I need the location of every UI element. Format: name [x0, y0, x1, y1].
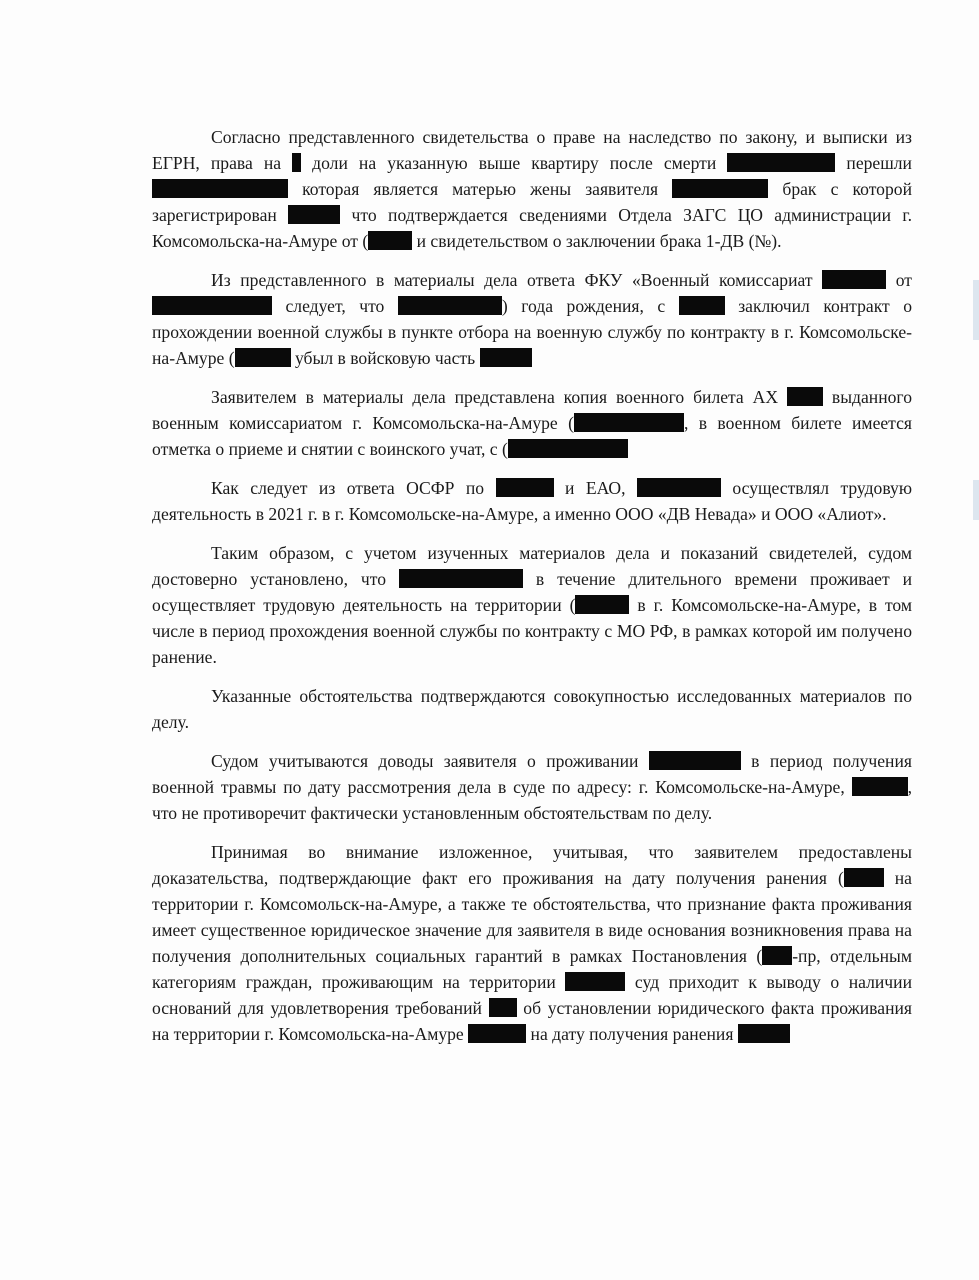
text-segment: Из представленного в материалы дела ответа ФКУ «Военный комиссариат: [211, 270, 823, 290]
paragraph-military-id: [152, 384, 912, 462]
paragraph-osfr: [152, 475, 912, 527]
text-segment: доли на указанную выше квартиру после смерти: [301, 153, 728, 173]
redaction-block: [852, 777, 908, 796]
redaction-block: [398, 296, 502, 315]
text-segment: Согласно представленного свидетельства о праве на наследство по закону, и выписки из ЕГРН, права на: [152, 127, 912, 173]
redaction-block: [496, 478, 554, 497]
redaction-block: [152, 179, 288, 198]
redaction-block: [575, 595, 629, 614]
text-segment: заключил контракт о прохождении военной службы в пункте отбора на военную службу по контракту в г. Комсомольске-на-Амуре (: [152, 296, 912, 368]
redaction-block: [574, 413, 684, 432]
text-segment: суд приходит к выводу о наличии оснований для удовлетворения требований: [152, 972, 912, 1018]
document-body: [152, 124, 912, 1060]
text-segment: Указанные обстоятельства подтверждаются совокупностью исследованных материалов по делу.: [152, 686, 912, 732]
text-segment: на территории г. Комсомольск-на-Амуре, а также те обстоятельства, что признание факта проживания имеет существенное юридическое значение для заявителя в виде основания возникновения права на получения дополнительных социальных гарантий в рамках Постановления (: [152, 868, 912, 966]
paragraph-inheritance: [152, 124, 912, 254]
redaction-block: [489, 998, 517, 1017]
redaction-block: [468, 1024, 526, 1043]
text-segment: Заявителем в материалы дела представлена копия военного билета АХ: [211, 387, 787, 407]
redaction-block: [762, 946, 792, 965]
scan-edge-mark: [973, 480, 979, 520]
paragraph-military-commissariat: [152, 267, 912, 371]
text-segment: брак с которой зарегистрирован: [152, 179, 912, 225]
text-segment: в течение длительного времени проживает и осуществляет трудовую деятельность на территории (: [152, 569, 913, 615]
text-segment: в г. Комсомольске-на-Амуре, в том числе в период прохождения военной службы по контракту с МО РФ, в рамках которой им получено ранение.: [152, 595, 913, 667]
text-segment: в период получения военной травмы по дату рассмотрения дела в суде по адресу: г. Комсомольске-на-Амуре,: [152, 751, 912, 797]
redaction-block: [679, 296, 725, 315]
text-segment: об установлении юридического факта проживания на территории г. Комсомольска-на-Амуре: [152, 998, 912, 1044]
text-segment: , в военном билете имеется отметка о приеме и снятии с воинского учат, с (: [152, 413, 912, 459]
redaction-block: [480, 348, 532, 367]
text-segment: Принимая во внимание изложенное, учитывая, что заявителем предоставлены доказательства, подтверждающие факт его проживания на дату получения ранения (: [152, 842, 912, 888]
text-segment: и ЕАО,: [553, 478, 637, 498]
redaction-block: [822, 270, 886, 289]
text-segment: Судом учитываются доводы заявителя о проживании: [211, 751, 649, 771]
text-segment: перешли: [835, 153, 912, 173]
paragraph-established: [152, 540, 912, 670]
text-segment: -пр, отдельным категориям граждан, проживающим на территории: [152, 946, 912, 992]
redaction-block: [508, 439, 628, 458]
paragraph-conclusion: [152, 839, 912, 1047]
paragraph-arguments: [152, 748, 912, 826]
paragraph-confirmed: [152, 683, 912, 735]
text-segment: на дату получения ранения: [526, 1024, 738, 1044]
redaction-block: [288, 205, 340, 224]
text-segment: убыл в войсковую часть: [290, 348, 480, 368]
redaction-block: [738, 1024, 790, 1043]
redaction-block: [649, 751, 741, 770]
text-segment: , что не противоречит фактически установленным обстоятельствам по делу.: [152, 777, 912, 823]
redaction-block: [787, 387, 823, 406]
redaction-block: [727, 153, 835, 172]
scan-edge-mark: [973, 280, 979, 340]
text-segment: от: [886, 270, 912, 290]
redaction-block: [292, 153, 301, 172]
redaction-block: [565, 972, 625, 991]
text-segment: что подтверждается сведениями Отдела ЗАГС ЦО администрации г. Комсомольска-на-Амуре от (: [152, 205, 912, 251]
text-segment: выданного военным комиссариатом г. Комсомольска-на-Амуре (: [152, 387, 912, 433]
text-segment: осуществлял трудовую деятельность в 2021 г. в г. Комсомольске-на-Амуре, а именно ООО «ДВ Невада» и ООО «Алиот».: [152, 478, 913, 524]
redaction-block: [235, 348, 291, 367]
redaction-block: [399, 569, 523, 588]
text-segment: ) года рождения, с: [501, 296, 679, 316]
redaction-block: [844, 868, 884, 887]
text-segment: которая является матерью жены заявителя: [288, 179, 673, 199]
redaction-block: [152, 296, 272, 315]
text-segment: и свидетельством о заключении брака 1-ДВ (№).: [412, 231, 782, 251]
redaction-block: [368, 231, 412, 250]
redaction-block: [672, 179, 768, 198]
text-segment: следует, что: [272, 296, 398, 316]
text-segment: Как следует из ответа ОСФР по: [211, 478, 496, 498]
redaction-block: [637, 478, 721, 497]
text-segment: Таким образом, с учетом изученных материалов дела и показаний свидетелей, судом достоверно установлено, что: [152, 543, 912, 589]
